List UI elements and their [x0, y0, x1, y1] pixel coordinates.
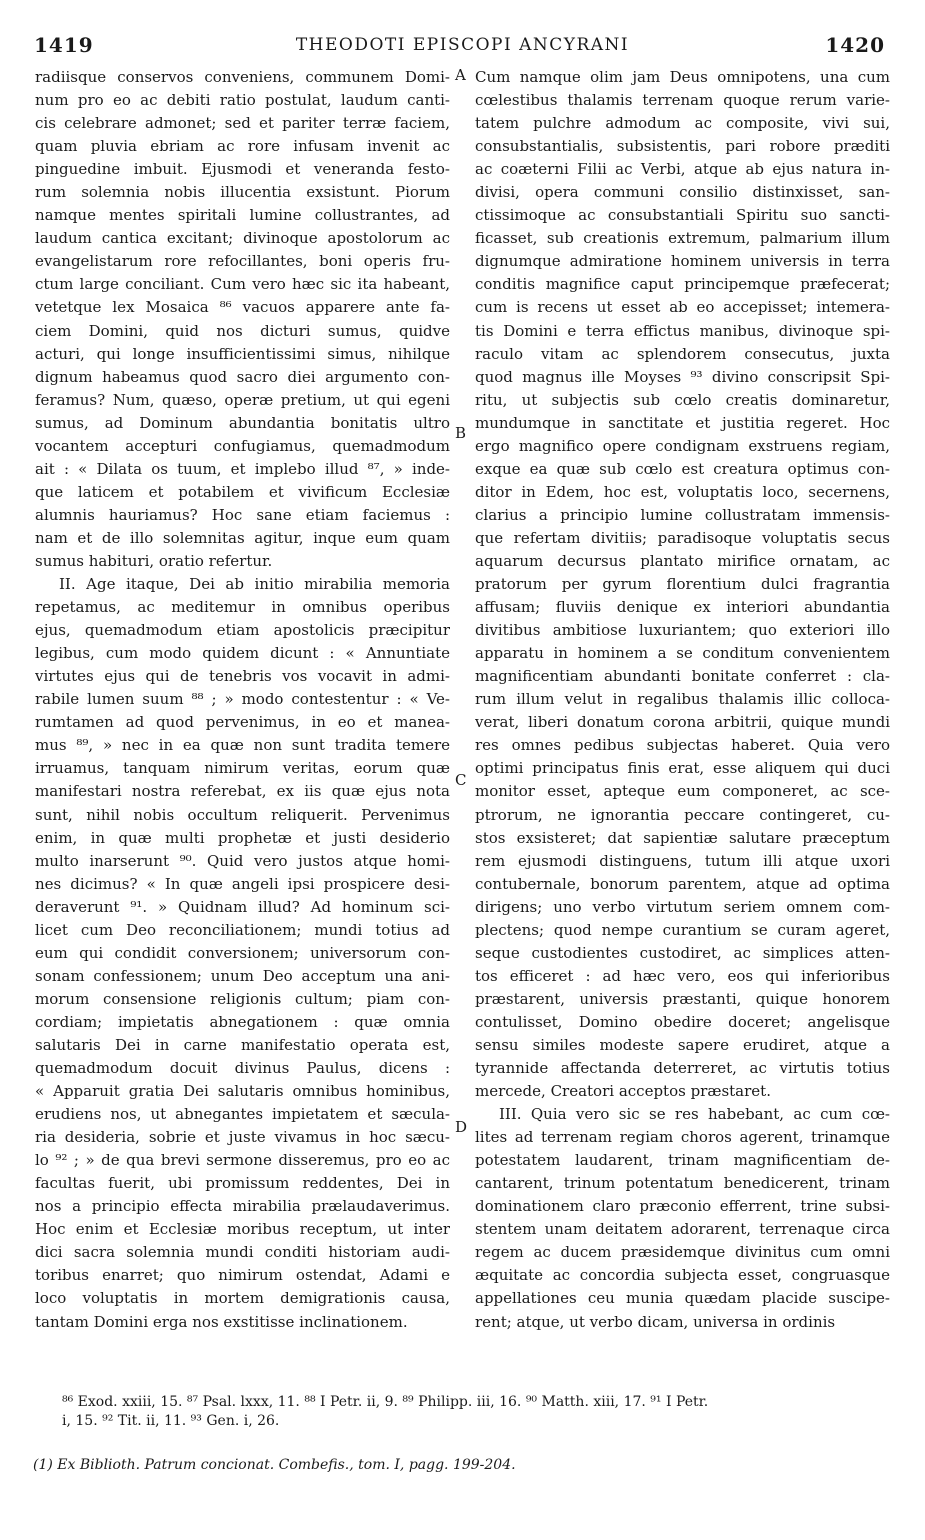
text-line: quod magnus ille Moyses ⁹³ divino conscripsit Spi- [475, 367, 890, 386]
text-line: toribus enarret; quo nimirum ostendat, Adami e [35, 1266, 450, 1285]
text-line: ciem Domini, quid nos dicturi sumus, quidve [35, 321, 450, 340]
text-line: præstarent, universis præstanti, quique honorem [475, 989, 890, 1008]
text-line: stentem unam deitatem adorarent, terrenaque circa [475, 1220, 890, 1239]
footnote-line: ⁸⁶ Exod. xxiii, 15. ⁸⁷ Psal. lxxx, 11. ⁸⁸ I Petr. ii, 9. ⁸⁹ Philipp. iii, 16. ⁹⁰ Matth. xiii, 17. ⁹¹ I Petr. [62, 1394, 709, 1410]
text-line: raculo vitam ac splendorem consecutus, juxta [475, 344, 890, 363]
text-line: ctissimoque ac consubstantiali Spiritu suo sancti- [475, 206, 890, 225]
text-line: nam et de illo solemnitas agitur, inque eum quam [35, 528, 450, 547]
text-line: ditor in Edem, hoc est, voluptatis loco, secernens, [475, 482, 890, 501]
text-line: dici sacra solemnia mundi conditi historiam audi- [35, 1243, 450, 1262]
text-line: eum qui condidit conversionem; universorum con- [35, 943, 450, 962]
text-line: divisi, opera communi consilio distinxisset, san- [475, 183, 890, 202]
text-line: cum is recens ut esset ab eo accepisset; intemera- [475, 298, 890, 317]
text-line: salutaris Dei in carne manifestatio operata est, [35, 1035, 450, 1054]
text-line: nes dicimus? « In quæ angeli ipsi prospicere desi- [35, 874, 450, 893]
text-line: lo ⁹² ; » de qua brevi sermone disseremus, pro eo ac [35, 1151, 450, 1170]
text-line: rumtamen ad quod pervenimus, in eo et manea- [35, 713, 450, 732]
text-line: stos exsisteret; dat sapientiæ salutare præceptum [475, 828, 890, 847]
running-title: THEODOTI EPISCOPI ANCYRANI [295, 35, 630, 55]
text-line: res omnes pedibus subjectas haberet. Quia vero [475, 736, 890, 755]
text-line: contubernale, bonorum parentem, atque ad optima [475, 874, 890, 893]
text-line: erudiens nos, ut abnegantes impietatem et sæcula- [35, 1105, 450, 1124]
text-line: legibus, cum modo quidem dicunt : « Annuntiate [35, 644, 450, 663]
text-line: clarius a principio lumine collustratam immensis- [475, 505, 890, 524]
text-line: rent; atque, ut verbo dicam, universa in ordinis [475, 1312, 836, 1331]
page-number-right: 1420 [825, 33, 885, 57]
text-line: morum consensione religionis cultum; piam con- [35, 989, 450, 1008]
text-line: multo inarserunt ⁹⁰. Quid vero justos atque homi- [35, 851, 450, 870]
text-line: verat, liberi donatum corona arbitrii, quique mundi [475, 713, 890, 732]
margin-letter-b: B [455, 424, 467, 442]
text-line: quemadmodum docuit divinus Paulus, dicens : [35, 1059, 450, 1078]
text-line: licet cum Deo reconciliationem; mundi totius ad [35, 920, 450, 939]
text-line: ptrorum, ne ignorantia peccare contingeret, cu- [475, 805, 890, 824]
margin-letter-d: D [455, 1118, 468, 1136]
text-line: rum solemnia nobis illucentia exsistunt. Piorum [35, 183, 450, 202]
text-line: contulisset, Domino obedire doceret; angelisque [475, 1012, 890, 1031]
text-line: radiisque conservos conveniens, communem Domi- [35, 68, 450, 86]
text-line: aquarum decursus plantato mirifice ornatam, ac [475, 551, 890, 570]
text-line: conditis magnifice caput principemque præfecerat; [475, 275, 890, 294]
text-line: cordiam; impietatis abnegationem : quæ omnia [35, 1012, 450, 1031]
text-line: sonam confessionem; unum Deo acceptum una ani- [35, 966, 450, 985]
text-line: cantarent, trinum potentatum benedicerent, trinam [475, 1174, 890, 1193]
text-line: loco voluptatis in mortem demigrationis causa, [35, 1289, 450, 1308]
text-line: nos a principio effecta mirabilia prælaudaverimus. [35, 1197, 450, 1216]
text-line: quam pluvia ebriam ac rore infusam invenit ac [35, 137, 450, 156]
text-line: enim, in quæ multi prophetæ et justi desiderio [35, 828, 450, 847]
text-line: potestatem laudarent, trinam magnificentiam de- [475, 1151, 890, 1170]
text-line: tyrannide affectanda deterreret, ac virtutis totius [475, 1059, 890, 1078]
text-line: mus ⁸⁹, » nec in ea quæ non sunt tradita temere [35, 736, 450, 755]
page-number-left: 1419 [34, 33, 94, 57]
text-line: cœlestibus thalamis terrenam quoque rerum varie- [475, 91, 890, 110]
footnote-line: i, 15. ⁹² Tit. ii, 11. ⁹³ Gen. i, 26. [62, 1413, 280, 1429]
text-line: sunt, nihil nobis occultum reliquerit. Pervenimus [35, 805, 450, 824]
text-line: evangelistarum rore refocillantes, boni operis fru- [35, 252, 450, 271]
text-line: dignumque admiratione hominem universis in terra [475, 252, 890, 271]
text-line: sumus, ad Dominum abundantia bonitatis ultro [35, 413, 450, 432]
text-line: rabile lumen suum ⁸⁸ ; » modo contestentur : « Ve- [35, 690, 450, 709]
text-line: monitor esset, apteque eum componeret, ac sce- [475, 782, 890, 801]
text-line: num pro eo ac debiti ratio postulat, laudum canti- [35, 91, 450, 110]
text-line: ac coæterni Filii ac Verbi, atque ab ejus natura in- [475, 160, 890, 179]
text-line: optimi principatus finis erat, esse aliquem qui duci [475, 759, 890, 778]
text-line: apparatu in hominem a se conditum convenientem [475, 644, 890, 663]
margin-letter-a: A [455, 66, 466, 84]
text-line: divitibus ambitiose luxuriantem; quo exteriori illo [475, 621, 890, 640]
text-line: alumnis hauriamus? Hoc sane etiam faciemus : [35, 505, 450, 524]
text-line: tatem pulchre admodum ac composite, vivi sui, [475, 114, 890, 133]
text-line: namque mentes spiritali lumine collustrantes, ad [35, 206, 450, 225]
text-line: rem ejusmodi distinguens, tutum illi atque uxori [475, 851, 890, 870]
text-line: deraverunt ⁹¹. » Quidnam illud? Ad hominum sci- [35, 897, 450, 916]
text-line: ait : « Dilata os tuum, et implebo illud ⁸⁷, » inde- [35, 459, 450, 478]
text-line: virtutes ejus qui de tenebris vos vocavit in admi- [35, 667, 450, 686]
text-line: exque ea quæ sub cœlo est creatura optimus con- [475, 459, 890, 478]
text-line: rum illum velut in regalibus thalamis illic colloca- [475, 690, 890, 709]
text-line: ritu, ut subjectis sub cœlo creatis dominaretur, [475, 390, 890, 409]
text-line: dominationem claro præconio efferrent, trine subsi- [475, 1197, 890, 1216]
text-line: ctum large conciliant. Cum vero hæc sic ita habeant, [35, 275, 450, 294]
text-line: lites ad terrenam regiam choros agerent, trinamque [475, 1128, 890, 1147]
text-line: affusam; fluviis denique ex interiori abundantia [475, 598, 890, 617]
text-line: Hoc enim et Ecclesiæ moribus receptum, ut inter [35, 1220, 450, 1239]
text-line: regem ac ducem præsidemque divinitus cum omni [475, 1243, 890, 1262]
text-line: « Apparuit gratia Dei salutaris omnibus hominibus, [35, 1082, 450, 1101]
footnotes [62, 1393, 882, 1431]
text-line: ficasset, sub creationis extremum, palmarium illum [475, 229, 890, 248]
text-line: vocantem accepturi confugiamus, quemadmodum [35, 436, 450, 455]
text-line: manifestari nostra referebat, ex iis quæ ejus nota [35, 782, 450, 801]
text-line: laudum cantica excitant; divinoque apostolorum ac [35, 229, 450, 248]
left-column [35, 66, 450, 1334]
text-line: tis Domini e terra effictus manibus, divinoque spi- [475, 321, 890, 340]
text-line: plectens; quod nempe curantium se curam ageret, [475, 920, 890, 939]
text-line: tos efficeret : ad hæc vero, eos qui inferioribus [475, 966, 890, 985]
text-line: acturi, qui longe insufficientissimi simus, nihilque [35, 344, 450, 363]
text-line: III. Quia vero sic se res habebant, ac cum cœ- [499, 1105, 890, 1124]
text-line: mundumque in sanctitate et justitia regeret. Hoc [475, 413, 890, 432]
text-line: irruamus, tanquam nimirum veritas, eorum quæ [35, 759, 450, 778]
text-line: que laticem et potabilem et vivificum Ecclesiæ [35, 482, 450, 501]
text-line: Cum namque olim jam Deus omnipotens, una cum [475, 68, 890, 86]
text-line: cis celebrare admonet; sed et pariter terræ faciem, [35, 114, 450, 133]
text-line: tantam Domini erga nos exstitisse inclinationem. [35, 1312, 408, 1331]
text-line: magnificentiam abundanti bonitate conferret : cla- [475, 667, 890, 686]
text-line: pinguedine imbuit. Ejusmodi et veneranda festo- [35, 160, 450, 179]
margin-letter-c: C [455, 771, 467, 789]
text-line: feramus? Num, quæso, operæ pretium, ut qui egeni [35, 390, 450, 409]
text-line: sumus habituri, oratio refertur. [35, 551, 273, 570]
text-line: II. Age itaque, Dei ab initio mirabilia memoria [59, 575, 450, 594]
text-line: vetetque lex Mosaica ⁸⁶ vacuos apparere ante fa- [35, 298, 450, 317]
text-line: sensu similes modeste sapere erudiret, atque a [475, 1035, 890, 1054]
text-line: repetamus, ac meditemur in omnibus operibus [35, 598, 450, 617]
text-line: æquitate ac concordia subjecta esset, congruasque [475, 1266, 890, 1285]
text-line: consubstantialis, subsistentis, pari robore præditi [475, 137, 890, 156]
text-line: pratorum per gyrum florentium dulci fragrantia [475, 575, 890, 594]
running-header [30, 33, 895, 59]
text-line: que refertam divitiis; paradisoque voluptatis secus [475, 528, 890, 547]
text-line: ejus, quemadmodum etiam apostolicis præcipitur [35, 621, 450, 640]
source-note: (1) Ex Biblioth. Patrum concionat. Combefis., tom. I, pagg. 199-204. [33, 1457, 516, 1473]
text-line: dignum habeamus quod sacro diei argumento con- [35, 367, 450, 386]
text-line: appellationes ceu munia quædam placide suscipe- [475, 1289, 890, 1308]
text-line: facultas fuerit, ubi promissum reddentes, Dei in [35, 1174, 450, 1193]
text-line: seque custodientes custodiret, ac simplices atten- [475, 943, 890, 962]
text-line: mercede, Creatori acceptos præstaret. [475, 1082, 771, 1101]
text-line: dirigens; uno verbo virtutum seriem omnem com- [475, 897, 890, 916]
text-line: ria desideria, sobrie et juste vivamus in hoc sæcu- [35, 1128, 450, 1147]
text-line: ergo magnifico opere condignam exstruens regiam, [475, 436, 890, 455]
right-column [475, 66, 890, 1334]
